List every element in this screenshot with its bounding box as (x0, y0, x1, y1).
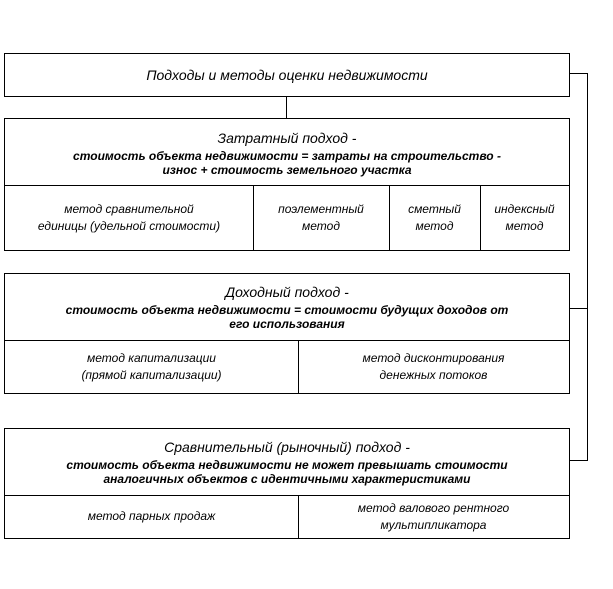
cost-method-4-line2: метод (505, 218, 544, 233)
cost-method-estimate (389, 185, 480, 250)
income-approach-header (5, 274, 569, 340)
cost-method-3-line2: метод (415, 218, 454, 233)
income-method-2-line2: денежных потоков (379, 367, 488, 382)
cost-method-index (480, 185, 569, 250)
cost-method-4-line1: индексный (494, 201, 555, 216)
connector-right-stub-market (569, 460, 588, 461)
connector-right-stub-income (569, 308, 588, 309)
income-method-1-line2: (прямой капитализации) (81, 367, 222, 382)
income-method-2-line1: метод дисконтирования (362, 350, 505, 365)
market-method-2-line2: мультипликатора (380, 517, 487, 532)
cost-method-2-line2: метод (302, 218, 340, 233)
market-approach-block (4, 428, 570, 539)
income-approach-block (4, 273, 570, 394)
market-method-1-line1: метод парных продаж (87, 509, 216, 523)
market-formula-line1: стоимость объекта недвижимости не может превышать стоимости (66, 457, 508, 472)
cost-method-2-line1: поэлементный (278, 201, 364, 216)
market-method-paired-sales (5, 495, 298, 538)
cost-method-1-line1: метод сравнительной (64, 201, 194, 216)
income-method-1-line1: метод капитализации (87, 350, 216, 365)
cost-method-3-line1: сметный (408, 201, 461, 216)
market-formula-line2: аналогичных объектов с идентичными характеристиками (103, 471, 471, 486)
diagram-title (5, 54, 569, 96)
market-approach-title: Сравнительный (рыночный) подход - (164, 438, 410, 455)
income-formula-line2: его использования (229, 316, 345, 331)
cost-method-comparative-unit (5, 185, 253, 250)
market-method-2-line1: метод валового рентного (357, 500, 510, 515)
market-method-grm (298, 495, 569, 538)
cost-method-elementwise (253, 185, 389, 250)
cost-formula-line1: стоимость объекта недвижимости = затраты на строительство - (73, 148, 501, 163)
connector-top-to-cost (286, 96, 287, 119)
connector-right-vertical (587, 73, 588, 461)
cost-approach-header (5, 119, 569, 185)
top-box (4, 53, 570, 97)
income-approach-title: Доходный подход - (225, 283, 349, 300)
market-approach-header (5, 429, 569, 495)
cost-method-1-line2: единицы (удельной стоимости) (37, 218, 221, 233)
income-formula-line1: стоимость объекта недвижимости = стоимости будущих доходов от (65, 302, 509, 317)
income-method-capitalization (5, 340, 298, 393)
diagram-title-text: Подходы и методы оценки недвижимости (146, 67, 428, 83)
income-method-dcf (298, 340, 569, 393)
cost-approach-block (4, 118, 570, 251)
cost-formula-line2: износ + стоимость земельного участка (162, 162, 412, 177)
connector-right-stub-top (569, 73, 588, 74)
cost-approach-title: Затратный подход - (217, 129, 357, 146)
